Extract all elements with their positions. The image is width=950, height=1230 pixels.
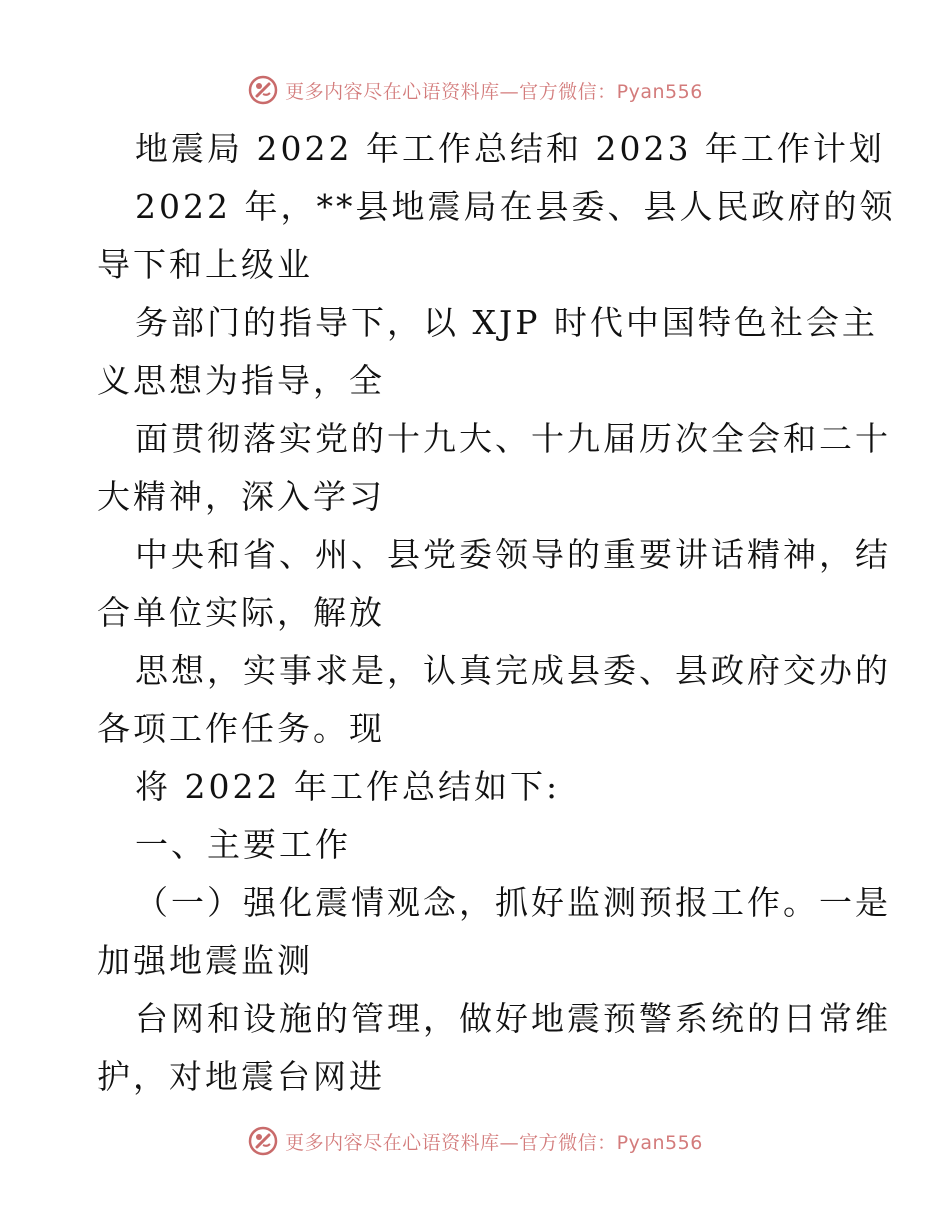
document-line: 义思想为指导，全 — [97, 361, 385, 400]
document-line: （一）强化震情观念，抓好监测预报工作。一是 — [135, 883, 891, 922]
watermark-wechat-id: Pyan556 — [616, 1131, 703, 1154]
watermark-wechat-id: Pyan556 — [616, 80, 703, 103]
section-heading: 一、主要工作 — [135, 825, 351, 864]
document-line: 面贯彻落实党的十九大、十九届历次全会和二十 — [135, 419, 891, 458]
document-line: 各项工作任务。现 — [97, 709, 385, 748]
watermark-text — [285, 77, 703, 104]
document-line: 思想，实事求是，认真完成县委、县政府交办的 — [135, 651, 891, 690]
document-line: 2022 年，**县地震局在县委、县人民政府的领 — [135, 187, 896, 226]
document-line: 加强地震监测 — [97, 941, 313, 980]
document-body — [97, 120, 896, 1106]
document-title: 地震局 2022 年工作总结和 2023 年工作计划 — [135, 129, 885, 168]
document-line: 护，对地震台网进 — [97, 1057, 385, 1096]
seal-logo-icon — [247, 1125, 279, 1157]
watermark-text-cn: 更多内容尽在心语资料库—官方微信： — [285, 1131, 617, 1154]
watermark-header — [0, 70, 950, 110]
document-line: 台网和设施的管理，做好地震预警系统的日常维 — [135, 999, 891, 1038]
document-line: 中央和省、州、县党委领导的重要讲话精神，结 — [135, 535, 891, 574]
document-line: 大精神，深入学习 — [97, 477, 385, 516]
document-line: 导下和上级业 — [97, 245, 313, 284]
document-line: 合单位实际，解放 — [97, 593, 385, 632]
document-line: 务部门的指导下，以 XJP 时代中国特色社会主 — [135, 303, 878, 342]
watermark-footer — [0, 1121, 950, 1161]
watermark-text — [285, 1128, 703, 1155]
document-line: 将 2022 年工作总结如下: — [135, 767, 561, 806]
watermark-text-cn: 更多内容尽在心语资料库—官方微信： — [285, 80, 617, 103]
seal-logo-icon — [247, 74, 279, 106]
